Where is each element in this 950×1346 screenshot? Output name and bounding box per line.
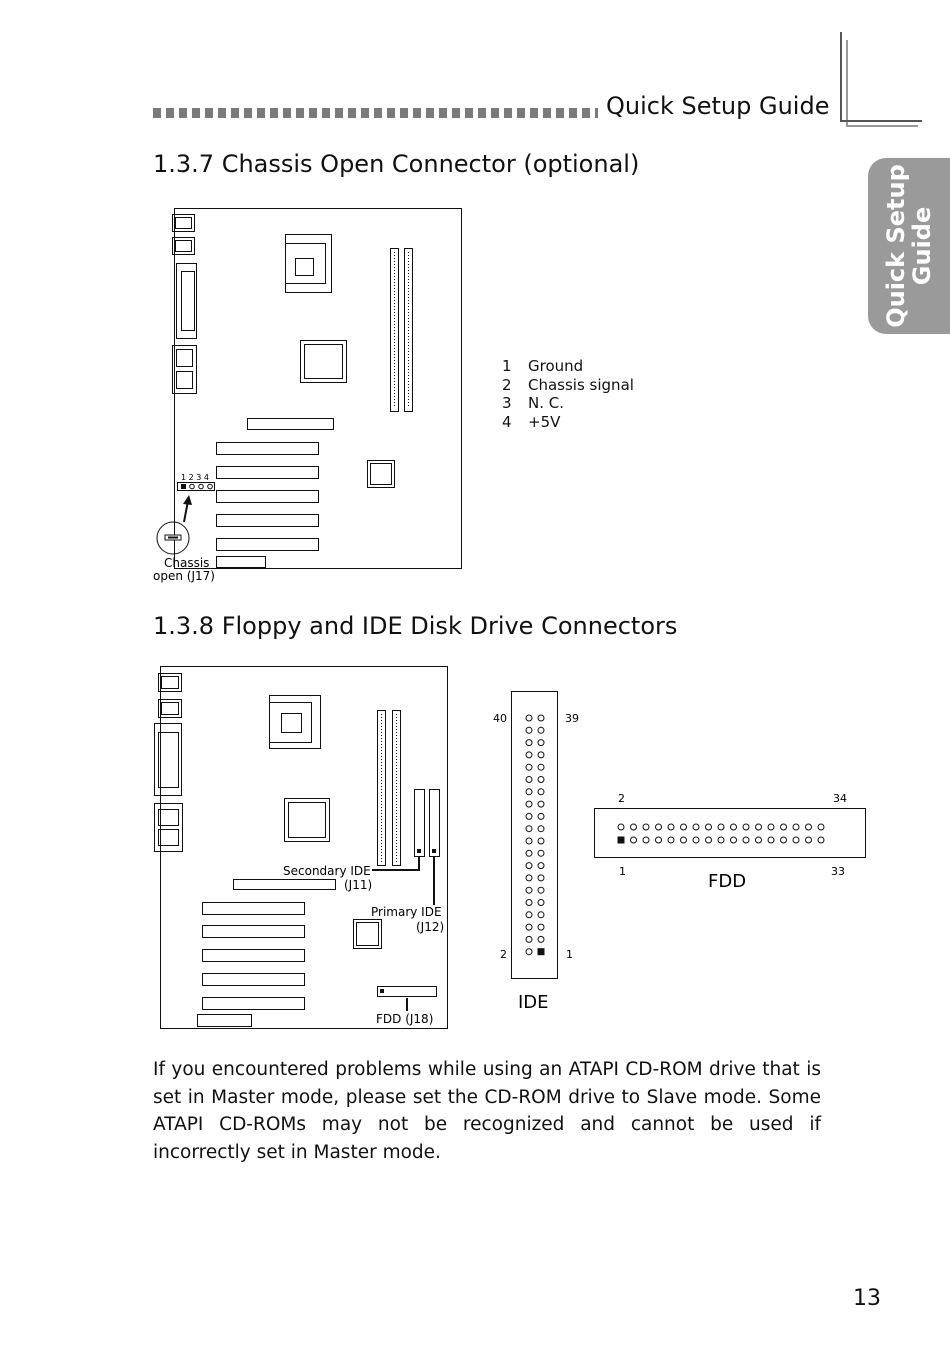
connector-pin <box>756 824 762 830</box>
connector-pin <box>526 715 532 721</box>
connector-pin <box>538 887 544 893</box>
connector-pin <box>781 824 787 830</box>
ide-connector-diagram <box>488 688 588 1018</box>
side-tab-text <box>883 164 935 328</box>
page-number: 13 <box>853 1286 881 1311</box>
section-title-drives: 1.3.8 Floppy and IDE Disk Drive Connectors <box>153 612 678 640</box>
connector-pin <box>643 824 649 830</box>
secondary-ide-label-line2: (J11) <box>344 878 373 892</box>
corner-mark <box>846 40 848 126</box>
pin-row: 3 N. C. <box>502 394 564 412</box>
connector-pin <box>526 740 532 746</box>
connector-pin <box>526 936 532 942</box>
connector-pin <box>718 824 724 830</box>
connector-pin <box>538 777 544 783</box>
connector-pin <box>526 752 532 758</box>
connector-pin <box>538 789 544 795</box>
connector-pin <box>538 826 544 832</box>
connector-pin <box>526 813 532 819</box>
fdd-pin-34-label: 34 <box>833 792 847 805</box>
connector-pin <box>781 837 787 843</box>
corner-mark <box>846 125 918 127</box>
connector-pin <box>526 789 532 795</box>
connector-pin <box>526 838 532 844</box>
connector-pin <box>756 837 762 843</box>
connector-pin <box>538 838 544 844</box>
connector-pin <box>538 948 545 955</box>
connector-pin <box>526 924 532 930</box>
connector-pin <box>693 837 699 843</box>
fdd-pin-1-label: 1 <box>619 865 626 878</box>
connector-pin <box>538 727 544 733</box>
connector-pin <box>793 837 799 843</box>
connector-pin <box>818 824 824 830</box>
connector-pin <box>806 824 812 830</box>
side-tab-line2: Guide <box>908 206 936 286</box>
connector-pin <box>668 837 674 843</box>
primary-ide-label-line1: Primary IDE <box>371 905 442 919</box>
connector-pin <box>538 801 544 807</box>
ide-pin-40-label: 40 <box>493 712 507 725</box>
connector-pin <box>656 837 662 843</box>
connector-pin <box>526 850 532 856</box>
header-dot-rule <box>153 108 598 118</box>
pin-row: 2 Chassis signal <box>502 375 634 394</box>
connector-pin <box>526 912 532 918</box>
connector-pin <box>668 824 674 830</box>
connector-pin <box>743 837 749 843</box>
connector-pin <box>538 875 544 881</box>
connector-pin <box>538 740 544 746</box>
secondary-ide-label-line1: Secondary IDE <box>283 864 371 878</box>
section-title-chassis: 1.3.7 Chassis Open Connector (optional) <box>153 150 640 178</box>
side-tab <box>868 158 950 334</box>
connector-pin <box>706 837 712 843</box>
connector-pin <box>818 837 824 843</box>
connector-pin <box>706 824 712 830</box>
connector-pin <box>631 824 637 830</box>
connector-pin <box>526 727 532 733</box>
motherboard-diagram-chassis <box>150 205 480 590</box>
fdd-connector-diagram <box>590 788 870 898</box>
pin-row: 1 Ground <box>502 357 584 375</box>
side-tab-line1: Quick Setup <box>882 164 910 328</box>
connector-pin <box>538 764 544 770</box>
pin-list <box>502 357 634 431</box>
connector-pin <box>526 887 532 893</box>
pin-row: 4 +5V <box>502 412 561 431</box>
connector-pin <box>538 752 544 758</box>
fdd-pins <box>618 824 825 844</box>
fdd-board-label: FDD (J18) <box>376 1012 434 1026</box>
connector-pin <box>526 801 532 807</box>
connector-pin <box>526 863 532 869</box>
connector-pin <box>731 824 737 830</box>
connector-pin <box>643 837 649 843</box>
ide-label: IDE <box>518 992 549 1013</box>
connector-pin <box>538 850 544 856</box>
ide-pin-39-label: 39 <box>565 712 579 725</box>
connector-pin <box>538 863 544 869</box>
connector-pin <box>526 777 532 783</box>
fdd-pin-33-label: 33 <box>831 865 845 878</box>
corner-mark <box>840 120 922 122</box>
connector-pin <box>693 824 699 830</box>
primary-ide-label-line2: (J12) <box>416 920 445 934</box>
connector-pin <box>618 837 625 844</box>
connector-pin <box>731 837 737 843</box>
connector-pin <box>743 824 749 830</box>
connector-pin <box>681 824 687 830</box>
connector-pin <box>526 826 532 832</box>
connector-pin <box>526 875 532 881</box>
connector-pin <box>718 837 724 843</box>
connector-pin <box>526 764 532 770</box>
connector-pin <box>793 824 799 830</box>
connector-pin <box>631 837 637 843</box>
connector-pin <box>538 715 544 721</box>
connector-pin <box>538 912 544 918</box>
connector-pin <box>681 837 687 843</box>
connector-pin <box>806 837 812 843</box>
connector-pin <box>538 813 544 819</box>
connector-pin <box>538 936 544 942</box>
header-title: Quick Setup Guide <box>606 92 830 120</box>
ide-pin-2-label: 2 <box>500 948 507 961</box>
chassis-label-line1: Chassis <box>164 556 210 570</box>
pin-header-label: 1 2 3 4 <box>181 473 209 482</box>
connector-pin <box>538 900 544 906</box>
ide-pins <box>526 715 545 955</box>
corner-mark <box>840 32 842 122</box>
connector-pin <box>768 824 774 830</box>
connector-pin <box>768 837 774 843</box>
connector-pin <box>618 824 624 830</box>
connector-pin <box>656 824 662 830</box>
connector-pin <box>526 949 532 955</box>
connector-pin <box>538 924 544 930</box>
ide-pin-1-label: 1 <box>566 948 573 961</box>
chassis-label-line2: open (J17) <box>153 569 215 583</box>
motherboard-diagram-drives <box>150 662 450 1034</box>
fdd-pin-2-label: 2 <box>618 792 625 805</box>
body-paragraph: If you encountered problems while using an ATAPI CD-ROM drive that is set in Master mode, please set the CD-ROM drive to Slave mode. Some ATAPI CD-ROMs may not be recognized and cannot be used if incorrectly set in Master mode. <box>153 1059 821 1163</box>
fdd-label: FDD <box>708 871 747 892</box>
connector-pin <box>526 900 532 906</box>
